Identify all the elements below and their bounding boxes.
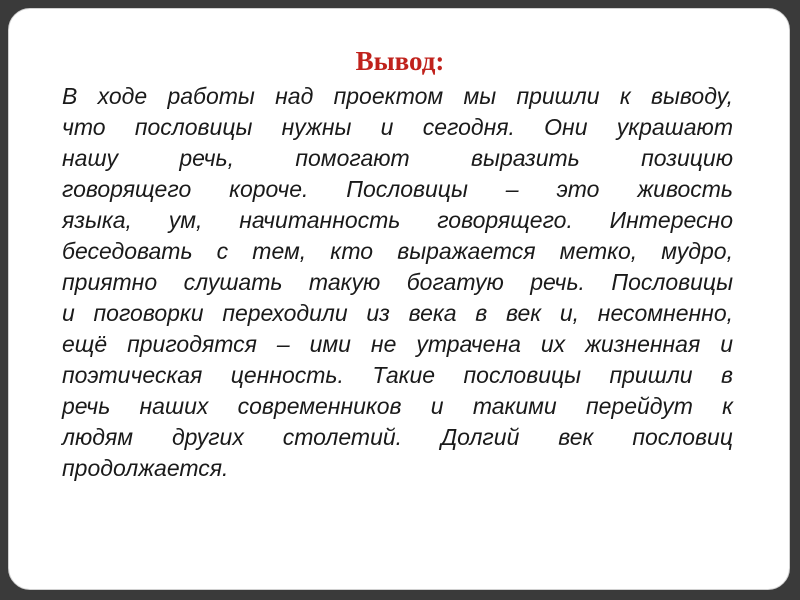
text-line: и поговорки переходили из века в век и, несомненно,: [62, 300, 733, 326]
text-line: людям других столетий. Долгий век пословиц: [62, 424, 733, 450]
text-line: ещё пригодятся – ими не утрачена их жизненная и: [62, 331, 733, 357]
slide-title: Вывод:: [355, 46, 445, 76]
text-line: В ходе работы над проектом мы пришли к выводу,: [62, 83, 733, 109]
text-line: поэтическая ценность. Такие пословицы пришли в: [62, 362, 733, 388]
text-line: речь наших современников и такими перейдут к: [62, 393, 733, 419]
text-line: беседовать с тем, кто выражается метко, мудро,: [62, 238, 733, 264]
text-line: что пословицы нужны и сегодня. Они украшают: [62, 114, 733, 140]
slide-card: [8, 8, 790, 590]
text-line: продолжается.: [62, 455, 229, 481]
text-line: приятно слушать такую богатую речь. Пословицы: [62, 269, 733, 295]
text-line: говорящего короче. Пословицы – это живость: [62, 176, 733, 202]
conclusion-text: [62, 81, 733, 484]
text-line: языка, ум, начитанность говорящего. Интересно: [62, 207, 733, 233]
text-line: нашу речь, помогают выразить позицию: [62, 145, 733, 171]
